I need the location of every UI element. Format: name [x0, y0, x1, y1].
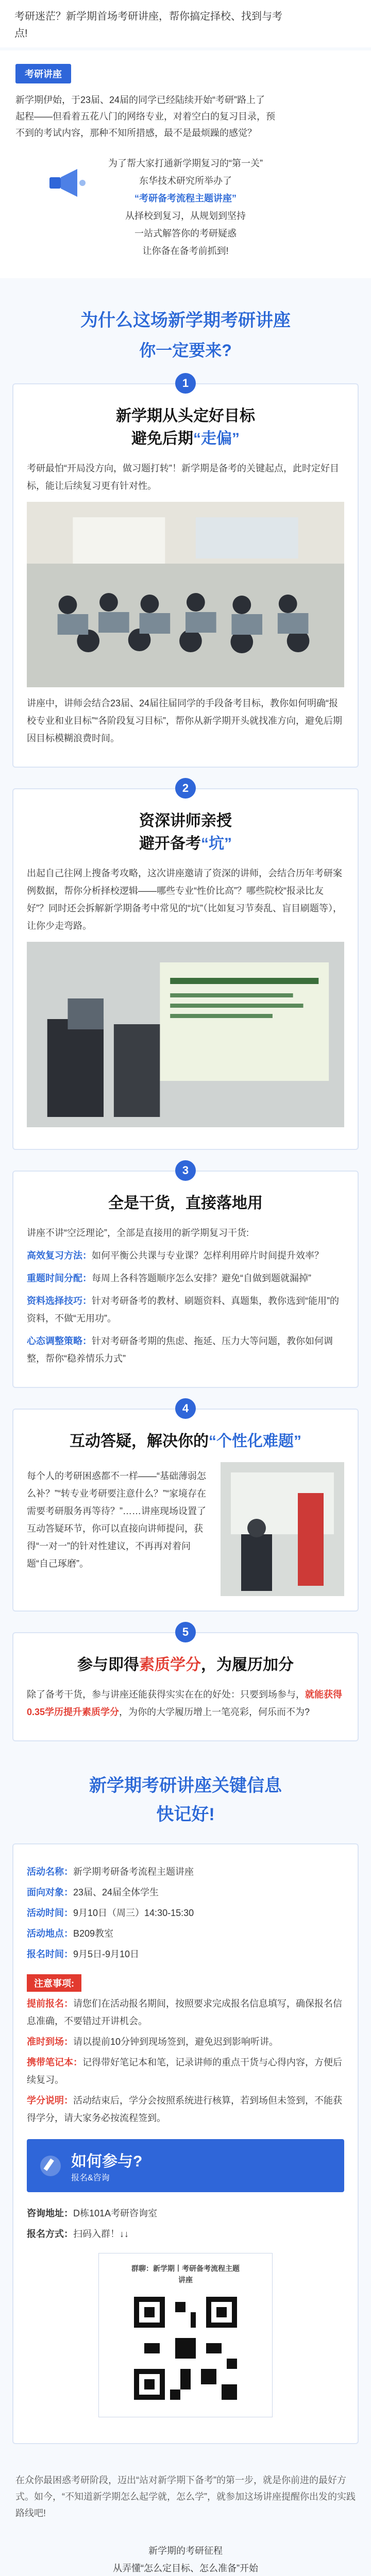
section-2-head-em: “坑”: [201, 835, 232, 852]
info-row-time: [27, 1904, 344, 1922]
section-3-item-4: [27, 1332, 344, 1367]
info-row-signup-time: [27, 1945, 344, 1963]
info-row-name: [27, 1863, 344, 1880]
signup-method-value: 扫码入群！↓↓: [73, 2229, 129, 2239]
item-4-label: 心态调整策略：: [27, 1336, 92, 1346]
notice-1-text: 请您们在活动报名期间，按照要求完成报名信息填写，确保报名信息准确，不要错过开讲机会。: [27, 1998, 342, 2026]
section-5-head-em: 素质学分: [139, 1656, 201, 1673]
lead-text: [0, 0, 371, 47]
notice-3-text: 记得带好笔记本和笔，记录讲师的重点干货与心得内容，方便后续复习。: [27, 2057, 342, 2085]
section-5-head-suffix: ，为履历加分: [201, 1656, 294, 1673]
signup-method-row: [27, 2225, 344, 2243]
info-label-name: 活动名称：: [27, 1867, 73, 1877]
notice-4-text: 活动结束后，学分会按照系统进行核算，若到场但未签到，不能获得学分，请大家务必按流程签到。: [27, 2095, 342, 2123]
summary-title-2: 快记好!: [156, 1805, 215, 1824]
section-4: [0, 1402, 371, 1612]
hero-panel: [0, 50, 371, 278]
signup-method-label: 报名方式：: [27, 2229, 73, 2239]
section-5-para-b: 就能获得0.35学历提升素质学分: [27, 1689, 342, 1717]
lecture-tag: 考研讲座: [15, 64, 71, 83]
notice-2-text: 请以提前10分钟到现场签到，避免迟到影响听讲。: [73, 2037, 279, 2047]
notice-1: [27, 1995, 344, 2030]
summary-title-1: 新学期考研讲座关键信息: [89, 1776, 282, 1795]
section-2-card: [12, 788, 359, 1150]
section-5-card: [12, 1632, 359, 1741]
section-5: [0, 1625, 371, 1741]
section-2-para-1: 出起自己往网上搜备考攻略，这次讲座邀请了资深的讲师，会结合历年考研案例数据，帮你分析择校逻辑——哪些专业“性价比高”？哪些院校“报录比友好”？同时还会拆解新学期备考中常见的“坑”（比如复习节奏乱、盲目刷题等），让你少走弯路。: [27, 868, 342, 931]
lecture-room-photo: [27, 502, 344, 687]
section-1-heading: [27, 405, 344, 450]
lead-line-1: 考研迷茫？新学期首场考研讲座，帮你搞定择校、找到与考: [14, 11, 282, 22]
item-3-label: 资料选择技巧：: [27, 1296, 92, 1306]
section-4-heading: [27, 1430, 344, 1453]
section-2-heading: [27, 810, 344, 855]
info-value-audience: 23届、24届全体学生: [73, 1887, 159, 1897]
info-row-location: [27, 1925, 344, 1942]
section-5-para-1: [27, 1686, 344, 1721]
info-value-name: 新学期考研备考流程主题讲座: [73, 1867, 194, 1877]
section-3-number: 3: [175, 1160, 196, 1181]
notice-2-label: 准时到场：: [27, 2037, 73, 2047]
section-1: [0, 377, 371, 768]
intro-line-2: 起程——但看着五花八门的网络专业，对着空白的复习目录，预: [15, 111, 275, 122]
section-2-head-prefix: 避开备考: [139, 835, 201, 852]
item-2-text: 每周上各科答题顺序怎么安排？避免“自做到题就漏掉”: [92, 1273, 311, 1283]
section-3-item-2: [27, 1269, 344, 1287]
section-3-para-1: 讲座不讲“空泛理论”，全部是直接用的新学期复习干货:: [27, 1228, 249, 1238]
section-5-head-prefix: 参与即得: [77, 1656, 139, 1673]
consult-value: D栋101A考研咨询室: [73, 2208, 158, 2218]
center-line-6: 让你备在备考前抓到!: [142, 246, 229, 256]
section-1-head-em: “走偏”: [193, 430, 240, 447]
qr-code-icon[interactable]: [129, 2292, 242, 2405]
section-3-card: [12, 1171, 359, 1388]
section-2: [0, 782, 371, 1150]
section-1-head-prefix: 避免后期: [131, 430, 193, 447]
item-4-text: 针对考研备考期的焦虑、拖延、压力大等问题，教你如何调整，帮你“稳养情乐力式”: [27, 1336, 333, 1364]
item-1-label: 高效复习方法：: [27, 1250, 92, 1261]
section-3-item-3: [27, 1292, 344, 1327]
why-title: 为什么这场新学期考研讲座: [80, 311, 291, 330]
projector-photo: [27, 942, 344, 1127]
info-card: [12, 1843, 359, 2444]
info-value-signup-time: 9月5日-9月10日: [73, 1949, 140, 1959]
center-line-4: 从择校到复习，从规划到坚持: [125, 211, 246, 221]
intro-line-1: 新学期伊始，于23届、24届的同学已经陆续开始“考研”路上了: [15, 95, 265, 105]
center-line-3: “考研备考流程主题讲座”: [134, 193, 237, 204]
info-label-time: 活动时间：: [27, 1908, 73, 1918]
section-1-card: [12, 383, 359, 768]
notice-4-label: 学分说明：: [27, 2095, 73, 2106]
notice-3-label: 携带笔记本：: [27, 2057, 82, 2067]
center-line-1: 为了帮大家打通新学期复习的“第一关”: [108, 158, 263, 168]
info-label-audience: 面向对象：: [27, 1887, 73, 1897]
signup-title: 如何参与?: [71, 2153, 143, 2170]
megaphone-icon: [46, 166, 91, 200]
section-2-number: 2: [175, 778, 196, 799]
section-3-heading: 全是干货，直接落地用: [108, 1195, 263, 1212]
item-2-label: 重题时间分配：: [27, 1273, 92, 1283]
info-label-location: 活动地点：: [27, 1928, 73, 1939]
section-1-head-line-1: 新学期从头定好目标: [116, 408, 255, 425]
section-1-para-1: 考研最怕“开局没方向，做习题打转”！新学期是备考的关键起点，此时定好目标，能让后续复习更有针对性。: [27, 463, 339, 491]
consult-row: [27, 2205, 344, 2222]
consult-label: 咨询地址：: [27, 2208, 73, 2218]
why-subtitle: 你一定要来?: [139, 341, 232, 360]
section-4-para-1: 每个人的考研困惑都不一样——“基础薄弱怎么补？”“转专业考研要注意什么？”“家境存在需要考研服务再等待？”……讲座现场设置了互动答疑环节，你可以直接向讲师提问，获得“一对一”的针对性建议，不再再对着问题“自己琢磨”。: [27, 1471, 206, 1569]
center-line-2: 东华技术研究所举办了: [139, 176, 232, 186]
signup-banner: [27, 2139, 344, 2192]
lead-line-2: 点!: [14, 28, 28, 39]
pencil-icon: [39, 2155, 62, 2177]
item-3-text: 针对考研备考的教材、刷题资料、真题集，教你选到“能用”的资料，不做“无用功”。: [27, 1296, 339, 1324]
section-5-para-c: ，为你的大学履历增上一笔亮彩，何乐而不为?: [119, 1707, 310, 1717]
section-3-item-1: [27, 1247, 344, 1264]
closing-line-1: 新学期的考研征程: [148, 2546, 223, 2556]
notice-1-label: 提前报名：: [27, 1998, 73, 2009]
section-4-number: 4: [175, 1398, 196, 1419]
notice-3: [27, 2054, 344, 2089]
hero-center-text: [15, 155, 356, 260]
closing-line-2: 从弄懂“怎么定目标、怎么准备”开始: [113, 2563, 258, 2573]
signup-subtitle: 报名&咨询: [71, 2174, 110, 2182]
intro-line-3: 不到的考试内容，那种不知所措感，最不是最烦躁的感觉？: [15, 128, 257, 138]
info-row-audience: [27, 1884, 344, 1901]
info-label-signup-time: 报名时间：: [27, 1949, 73, 1959]
qa-photo: [221, 1462, 344, 1596]
section-1-para-2: 讲座中，讲师会结合23届、24届往届同学的手段备考目标，教你如何明确“报校专业和业目标”“各阶段复习目标”，帮你从新学期开头就找准方向，避免后期因目标模糊浪费时间。: [27, 698, 342, 743]
section-4-card: [12, 1409, 359, 1612]
section-5-heading: [27, 1654, 344, 1676]
section-3: [0, 1164, 371, 1388]
section-5-para-a: 除了备考干货，参与讲座还能获得实实在在的好处：只要到场参与，: [27, 1689, 305, 1700]
hero-intro: [15, 92, 356, 141]
qr-caption-2: 讲座: [178, 2276, 193, 2284]
closing-paragraph: 在众你最困惑考研阶段，迈出“站对新学期下备考”的第一步，就是你前进的最好方式。如今，“不知道新学期怎么起学就，怎么学”，就参加这场讲座提醒你出发的实践路线吧!: [15, 2475, 356, 2518]
center-line-5: 一站式解答你的考研疑惑: [134, 228, 237, 239]
section-5-number: 5: [175, 1622, 196, 1642]
section-4-head-em: “个性化难题”: [209, 1433, 301, 1450]
section-2-head-line-1: 资深讲师亲授: [139, 812, 232, 829]
closing-lines: [0, 2534, 371, 2576]
info-value-location: B209教室: [73, 1928, 114, 1939]
info-value-time: 9月10日（周三）14:30-15:30: [73, 1908, 194, 1918]
item-1-text: 如何平衡公共课与专业课？怎样利用碎片时间提升效率？: [92, 1250, 324, 1261]
section-1-number: 1: [175, 373, 196, 394]
qr-card[interactable]: [98, 2253, 273, 2417]
section-4-head-prefix: 互动答疑，解决你的: [70, 1433, 209, 1450]
notice-4: [27, 2092, 344, 2127]
notice-2: [27, 2033, 344, 2050]
qr-caption-1: 群聊：新学期丨考研备考流程主题: [131, 2264, 240, 2273]
notice-tag: 注意事项:: [27, 1974, 81, 1992]
